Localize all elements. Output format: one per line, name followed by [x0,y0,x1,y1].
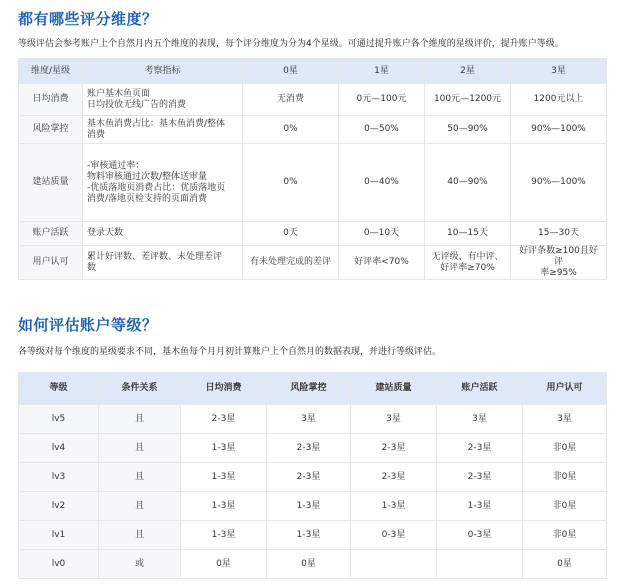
star-cell: 0—50% [339,116,425,144]
star-cell: 0—40% [339,144,425,222]
table-row [19,405,607,434]
requirement-cell: 0星 [267,550,351,579]
star-cell: 90%—100% [511,116,607,144]
requirement-cell: 3星 [437,405,523,434]
header-star-3: 3星 [511,59,607,84]
metric-line: 物料审核通过次数/整体送审量 [87,171,208,182]
table-row [19,84,607,116]
metric-line: 消费 [87,129,106,140]
header-metric: 考察指标 [83,59,243,84]
rating-dimensions-table [18,58,607,280]
requirement-cell: 非0星 [523,463,607,492]
relation-cell: 且 [99,492,181,521]
star-cell: 10—15天 [425,222,511,246]
requirement-cell: 1-3星 [181,492,267,521]
requirement-cell: 1-3星 [351,492,437,521]
star-cell [511,246,607,280]
requirement-cell: 3星 [267,405,351,434]
metric-cell [83,222,243,246]
requirement-cell: 2-3星 [181,405,267,434]
metric-cell [83,116,243,144]
table-row [19,521,607,550]
table-row [19,116,607,144]
section1-title: 都有哪些评分维度？ [18,10,158,28]
header-star-2: 2星 [425,59,511,84]
star-cell [425,246,511,280]
dimension-cell: 建站质量 [19,144,83,222]
star-cell: 有未处理完成的差评 [243,246,339,280]
header-site-quality: 建站质量 [351,373,437,405]
relation-cell: 且 [99,463,181,492]
star-cell: 1200元以上 [511,84,607,116]
section2-title: 如何评估账户等级？ [18,316,158,334]
metric-line: -审核通过率： [87,160,145,171]
star-cell: 0% [243,116,339,144]
table-row [19,144,607,222]
requirement-cell: 1-3星 [181,463,267,492]
table-row [19,463,607,492]
metric-line: 账户基木鱼页面 [87,88,151,99]
table-row [19,434,607,463]
level-cell: lv4 [19,434,99,463]
star-cell: 无消费 [243,84,339,116]
requirement-cell: 1-3星 [267,492,351,521]
dimension-cell: 风险掌控 [19,116,83,144]
requirement-cell: 0-3星 [351,521,437,550]
table-row [19,492,607,521]
requirement-cell [437,550,523,579]
relation-cell: 或 [99,550,181,579]
requirement-cell: 2-3星 [351,463,437,492]
level-cell: lv5 [19,405,99,434]
section1-description: 等级评估会参考账户上个自然月内五个维度的表现，每个评分维度为分为4个星级。可通过提升账户各个维度的星级评价，提升账户等级。 [18,39,564,49]
star-cell: 15—30天 [511,222,607,246]
requirement-cell: 2-3星 [267,434,351,463]
header-daily-spend: 日均消费 [181,373,267,405]
requirement-cell: 2-3星 [267,463,351,492]
relation-cell: 且 [99,521,181,550]
metric-cell [83,144,243,222]
metric-cell [83,246,243,280]
metric-line: 累计好评数、差评数、未处理差评 [87,251,223,262]
requirement-cell: 1-3星 [437,492,523,521]
header-star-0: 0星 [243,59,339,84]
header-account-activity: 账户活跃 [437,373,523,405]
star-cell: 50—90% [425,116,511,144]
level-cell: lv2 [19,492,99,521]
metric-line: 数 [87,262,97,273]
requirement-cell: 2-3星 [437,463,523,492]
metric-line: 基木鱼消费占比：基木鱼消费/整体 [87,118,226,129]
metric-line: -优质落地页消费占比：优质落地页 [87,182,226,193]
section2-description: 各等级对每个维度的星级要求不同，基木鱼每个月月初计算账户上个自然月的数据表现，并进行等级评估。 [18,347,442,357]
metric-cell [83,84,243,116]
star-cell: 0元—100元 [339,84,425,116]
relation-cell: 且 [99,434,181,463]
metric-line: 日均投放无线广告的消费 [87,99,187,110]
star-cell: 0—10天 [339,222,425,246]
star-line: 无评级、有中评、 [431,251,504,262]
star-line: 率≥95% [540,268,577,278]
requirement-cell: 非0星 [523,434,607,463]
level-cell: lv1 [19,521,99,550]
requirement-cell: 2-3星 [437,434,523,463]
metric-line: 消费/落地页检支持的页面消费 [87,193,208,204]
header-level: 等级 [19,373,99,405]
requirement-cell: 3星 [351,405,437,434]
star-cell: 好评率<70% [339,246,425,280]
requirement-cell [351,550,437,579]
requirement-cell: 0星 [523,550,607,579]
level-cell: lv3 [19,463,99,492]
header-user-approval: 用户认可 [523,373,607,405]
table-row [19,246,607,280]
star-line: 好评率≥70% [440,262,495,273]
requirement-cell: 3星 [523,405,607,434]
star-cell: 90%—100% [511,144,607,222]
header-dimension: 维度/星级 [19,59,83,84]
star-cell: 0% [243,144,339,222]
dimension-cell: 日均消费 [19,84,83,116]
requirement-cell: 2-3星 [351,434,437,463]
star-cell: 40—90% [425,144,511,222]
requirement-cell: 0星 [181,550,267,579]
requirement-cell: 0-3星 [437,521,523,550]
table-row [19,222,607,246]
header-relation: 条件关系 [99,373,181,405]
requirement-cell: 1-3星 [181,521,267,550]
header-star-1: 1星 [339,59,425,84]
star-line: 好评条数≥100且好评 [519,246,598,267]
table-row [19,550,607,579]
dimension-cell: 用户认可 [19,246,83,280]
dimension-cell: 账户活跃 [19,222,83,246]
table-header-row [19,59,607,84]
requirement-cell: 1-3星 [181,434,267,463]
account-level-table [18,372,607,579]
table-header-row [19,373,607,405]
metric-line: 登录天数 [87,228,124,238]
requirement-cell: 非0星 [523,521,607,550]
level-cell: lv0 [19,550,99,579]
requirement-cell: 1-3星 [267,521,351,550]
star-cell: 100元—1200元 [425,84,511,116]
relation-cell: 且 [99,405,181,434]
star-cell: 0天 [243,222,339,246]
requirement-cell: 非0星 [523,492,607,521]
header-risk-control: 风险掌控 [267,373,351,405]
